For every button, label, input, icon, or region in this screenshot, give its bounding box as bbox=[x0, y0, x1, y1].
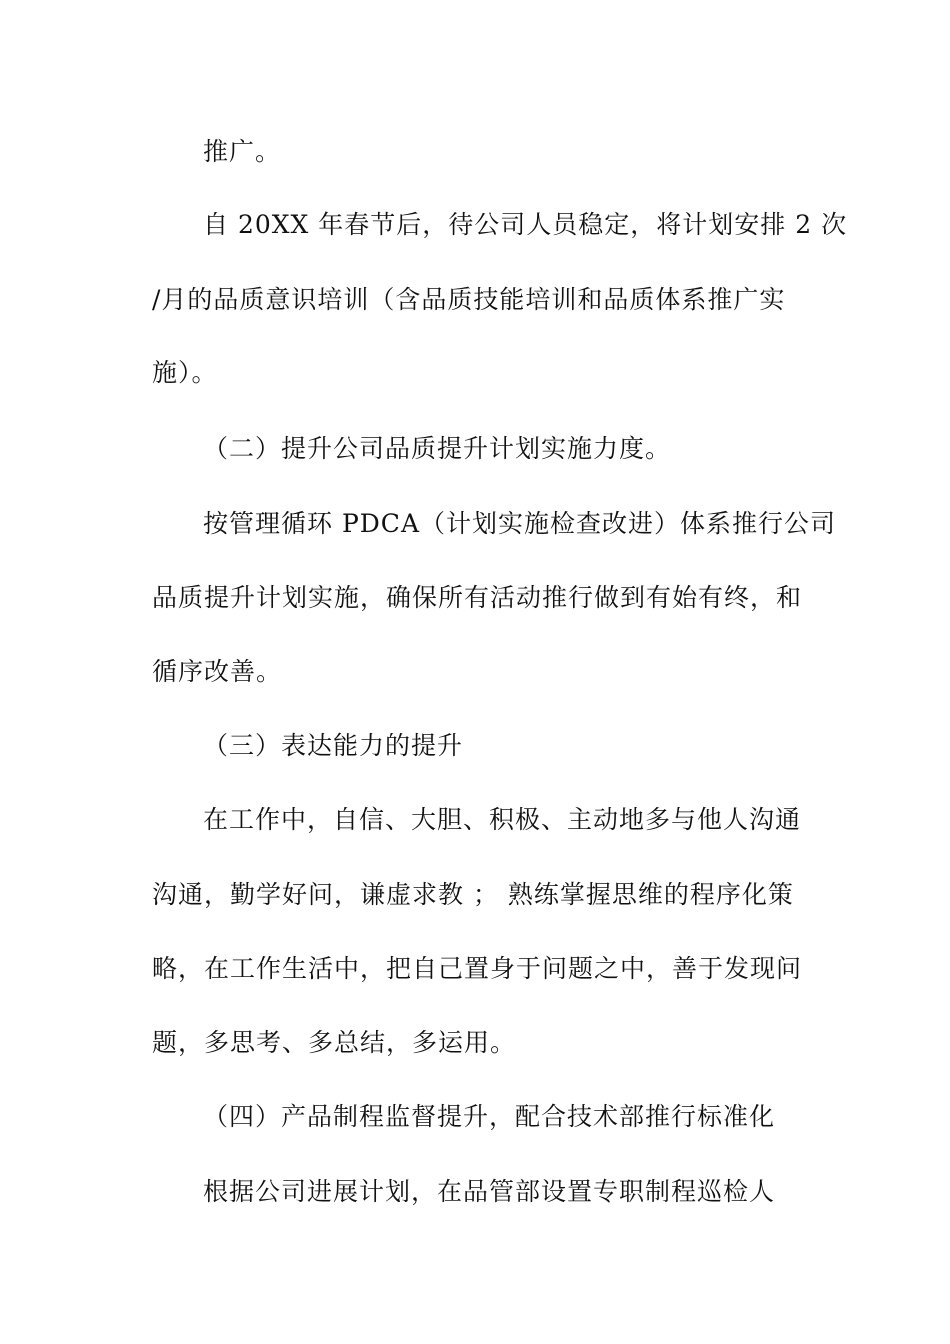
paragraph-line: 在工作中，自信、大胆、积极、主动地多与他人沟通 bbox=[203, 805, 802, 834]
paragraph-line: 循序改善。 bbox=[152, 657, 283, 686]
paragraph-line: 根据公司进展计划，在品管部设置专职制程巡检人 bbox=[203, 1177, 776, 1206]
paragraph-line: 略，在工作生活中，把自己置身于问题之中，善于发现问 bbox=[152, 954, 803, 983]
paragraph-line: 自 20XX 年春节后，待公司人员稳定，将计划安排 2 次 bbox=[203, 210, 848, 239]
paragraph-line: 按管理循环 PDCA（计划实施检查改进）体系推行公司 bbox=[203, 509, 836, 538]
paragraph-line: 沟通，勤学好问，谦虚求教 ； 熟练掌握思维的程序化策 bbox=[152, 880, 794, 909]
paragraph-line: 施）。 bbox=[152, 358, 218, 387]
paragraph-line: 品质提升计划实施，确保所有活动推行做到有始有终，和 bbox=[152, 583, 803, 612]
paragraph-line: 推广。 bbox=[203, 137, 282, 166]
paragraph-line: /月的品质意识培训（含品质技能培训和品质体系推广实 bbox=[152, 285, 786, 314]
section-heading: （三）表达能力的提升 bbox=[203, 731, 464, 760]
paragraph-line: 题，多思考、多总结，多运用。 bbox=[152, 1028, 517, 1057]
section-heading: （二）提升公司品质提升计划实施力度。 bbox=[203, 434, 672, 463]
section-heading: （四）产品制程监督提升，配合技术部推行标准化 bbox=[203, 1102, 776, 1131]
